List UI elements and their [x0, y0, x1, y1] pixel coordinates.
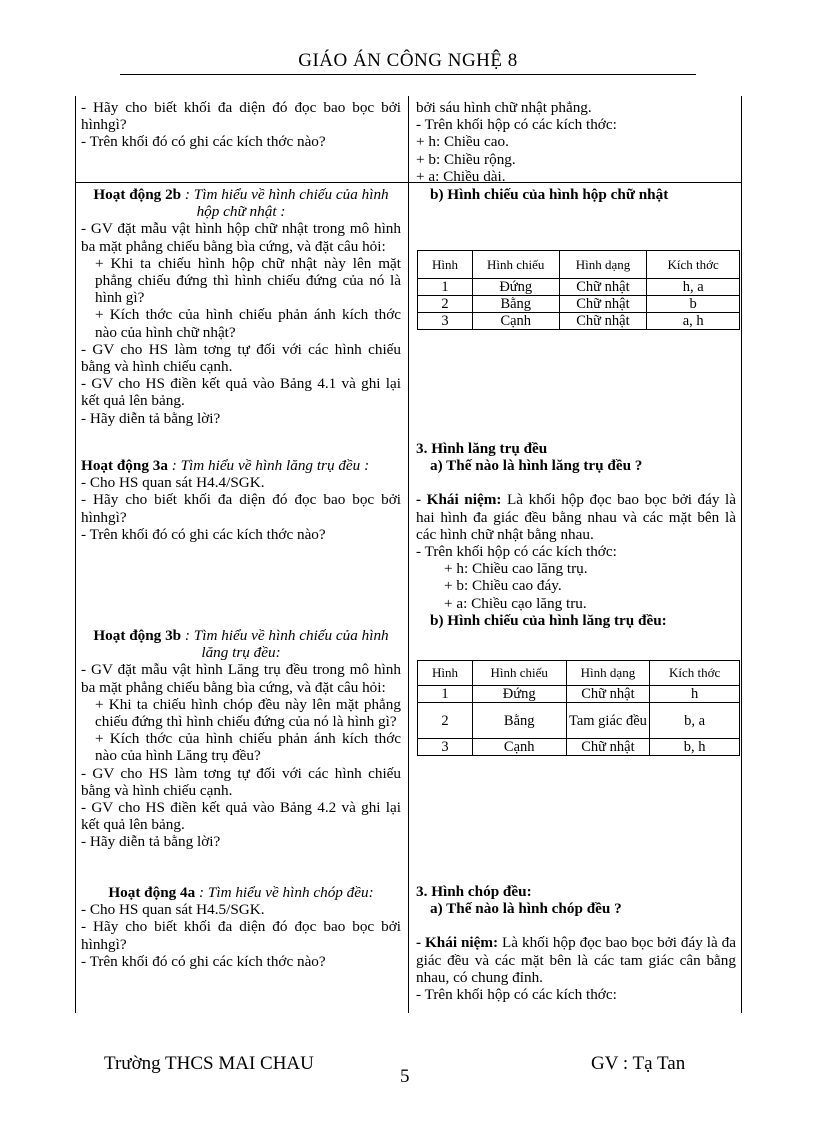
table-row	[418, 686, 740, 703]
table-cell: b	[647, 296, 740, 313]
lesson-table	[75, 96, 742, 1013]
section-3	[416, 440, 736, 629]
left-block-1	[81, 99, 401, 151]
text-line: + h: Chiều cao lăng trụ.	[444, 560, 588, 578]
table-cell: Chữ nhật	[559, 279, 647, 296]
text-line: + b: Chiều cao đáy.	[444, 577, 562, 595]
table-header-row	[418, 661, 740, 686]
table-cell: 3	[418, 313, 473, 330]
text-line: - Trên khối hộp có các kích thớc:	[416, 116, 617, 134]
text-line: - Trên khối đó có ghi các kích thớc nào?	[81, 133, 326, 151]
text-line: + a: Chiều cạo lăng tru.	[444, 594, 587, 612]
column-header: Hình dạng	[559, 251, 647, 279]
text-line: - Hãy diễn tả bằng lời?	[81, 833, 221, 851]
table-cell: Đứng	[472, 686, 566, 703]
table-cell: Bằng	[472, 296, 559, 313]
right-block-1	[416, 99, 736, 185]
table-cell: a, h	[647, 313, 740, 330]
table-cell: Chữ nhật	[566, 686, 650, 703]
table-cell: 3	[418, 739, 473, 756]
text-line: - GV đặt mẫu vật hình hộp chữ nhật trong mô hình ba mặt phẳng chiếu bằng bìa cứng, và đặt câu hỏi:	[81, 220, 401, 255]
table-row	[418, 313, 740, 330]
text-line: + h: Chiều cao.	[416, 133, 509, 151]
table-row	[418, 279, 740, 296]
table-cell: Bằng	[472, 703, 566, 739]
footer-teacher: GV : Tạ Tan	[591, 1053, 686, 1074]
text-line: - Hãy diễn tả bằng lời?	[81, 409, 221, 427]
concept-paragraph: - Khái niệm: Là khối hộp đọc bao bọc bởi đáy là hai hình đa giác đều bằng nhau và các mặt bên là các hình chữ nhật bằng nhau.	[416, 491, 736, 543]
column-header: Hình chiếu	[472, 661, 566, 686]
table-header-row	[418, 251, 740, 279]
table-prism-projections	[417, 660, 740, 756]
text-line: + Khi ta chiếu hình hộp chữ nhật này lên mặt phẳng chiếu đứng thì hình chiếu đứng của nó là hình gì?	[95, 254, 401, 307]
text-line: - Hãy cho biết khối đa diện đó đọc bao bọc bởi hìnhgì?	[81, 918, 401, 953]
table-cell: Chữ nhật	[559, 313, 647, 330]
table-cell: 2	[418, 703, 473, 739]
table-cell: Đứng	[472, 279, 559, 296]
activity-3b	[81, 627, 401, 851]
activity-heading: Hoạt động 3b : Tìm hiểu về hình chiếu của hình lăng trụ đều:	[93, 627, 389, 662]
footer-school: Trường THCS MAI CHAU	[104, 1053, 314, 1074]
table-cell: Cạnh	[472, 313, 559, 330]
column-header: Kích thớc	[650, 661, 740, 686]
table-box-projections	[417, 250, 740, 330]
text-line: - GV cho HS điền kết quả vào Bảng 4.2 và ghi lại kết quả lên bảng.	[81, 799, 401, 834]
table-cell: h	[650, 686, 740, 703]
table-row	[418, 296, 740, 313]
column-header: Hình	[418, 661, 473, 686]
column-divider	[408, 96, 409, 1013]
text-line: - Trên khối đó có ghi các kích thớc nào?	[81, 525, 326, 543]
activity-3a	[81, 457, 401, 543]
column-header: Hình chiếu	[472, 251, 559, 279]
left-border	[75, 96, 76, 1013]
section-heading: 3. Hình chóp đều:	[416, 883, 532, 900]
table-cell: 2	[418, 296, 473, 313]
section-4	[416, 883, 736, 1003]
text-line: + Khi ta chiếu hình chóp đều này lên mặt phẳng chiếu đứng thì hình chiếu đứng của nó là hình gì?	[95, 695, 401, 731]
text-line: - Hãy cho biết khối đa diện đó đọc bao bọc bởi hìnhgì?	[81, 99, 401, 134]
text-line: - GV đặt mẫu vật hình Lăng trụ đều trong mô hình ba mặt phẳng chiếu bằng bìa cứng, và đặt câu hỏi:	[81, 661, 401, 696]
text-line: - Cho HS quan sát H4.4/SGK.	[81, 474, 265, 492]
text-line: + a: Chiều dài.	[416, 167, 506, 185]
text-line: + Kích thớc của hình chiếu phản ánh kích thớc nào của hình chữ nhật?	[95, 306, 401, 341]
text-line: bởi sáu hình chữ nhật phẳng.	[416, 99, 592, 116]
section-heading: 3. Hình lăng trụ đều	[416, 440, 548, 457]
text-line: - Trên khối hộp có các kích thớc:	[416, 543, 617, 561]
text-line: - GV cho HS làm tơng tự đối với các hình chiếu bằng và hình chiếu cạnh.	[81, 764, 401, 799]
section-subheading: a) Thế nào là hình lăng trụ đều ?	[430, 457, 643, 475]
text-line: + Kích thớc của hình chiếu phản ánh kích thớc nào của hình Lăng trụ đều?	[95, 730, 401, 765]
table-cell: b, h	[650, 739, 740, 756]
activity-4a	[81, 884, 401, 970]
section-heading: b) Hình chiếu của hình hộp chữ nhật	[430, 186, 669, 203]
activity-heading: Hoạt động 2b : Tìm hiểu về hình chiếu của hình hộp chữ nhật :	[93, 186, 389, 221]
column-header: Hình	[418, 251, 473, 279]
text-line: - GV cho HS làm tơng tự đối với các hình chiếu bằng và hình chiếu cạnh.	[81, 340, 401, 376]
table-cell: h, a	[647, 279, 740, 296]
section-subheading: a) Thế nào là hình chóp đều ?	[430, 900, 622, 918]
table-row	[418, 703, 740, 739]
activity-heading: Hoạt động 3a : Tìm hiểu về hình lăng trụ đều :	[81, 457, 370, 474]
page-header: GIÁO ÁN CÔNG NGHỆ 8	[120, 50, 696, 75]
table-cell: 1	[418, 686, 473, 703]
concept-paragraph: - Khái niệm: Là khối hộp đọc bao bọc bởi đáy là đa giác đều và các mặt bên là các tam giác cân bằng nhau, có chung đỉnh.	[416, 934, 737, 986]
text-line: - Trên khối đó có ghi các kích thớc nào?	[81, 952, 326, 970]
text-line: + b: Chiều rộng.	[416, 150, 516, 168]
column-header: Hình dạng	[566, 661, 650, 686]
column-header: Kích thớc	[647, 251, 740, 279]
text-line: - Hãy cho biết khối đa diện đó đọc bao bọc bởi hìnhgì?	[81, 491, 401, 526]
table-row	[418, 739, 740, 756]
text-line: - GV cho HS điền kết quả vào Bảng 4.1 và ghi lại kết quả lên bảng.	[81, 375, 401, 410]
table-cell: b, a	[650, 703, 740, 739]
activity-2b	[81, 186, 401, 427]
text-line: - Trên khối hộp có các kích thớc:	[416, 986, 617, 1004]
section-2b	[416, 186, 736, 203]
text-line: - Cho HS quan sát H4.5/SGK.	[81, 901, 265, 919]
table-cell: Cạnh	[472, 739, 566, 756]
section-subheading: b) Hình chiếu của hình lăng trụ đều:	[430, 611, 667, 629]
table-cell: Chữ nhật	[559, 296, 647, 313]
page-number: 5	[400, 1066, 410, 1087]
right-border	[741, 96, 742, 1013]
table-cell: Tam giác đều	[566, 703, 650, 739]
table-cell: 1	[418, 279, 473, 296]
table-cell: Chữ nhật	[566, 739, 650, 756]
activity-heading: Hoạt động 4a : Tìm hiểu về hình chóp đều:	[108, 884, 374, 901]
